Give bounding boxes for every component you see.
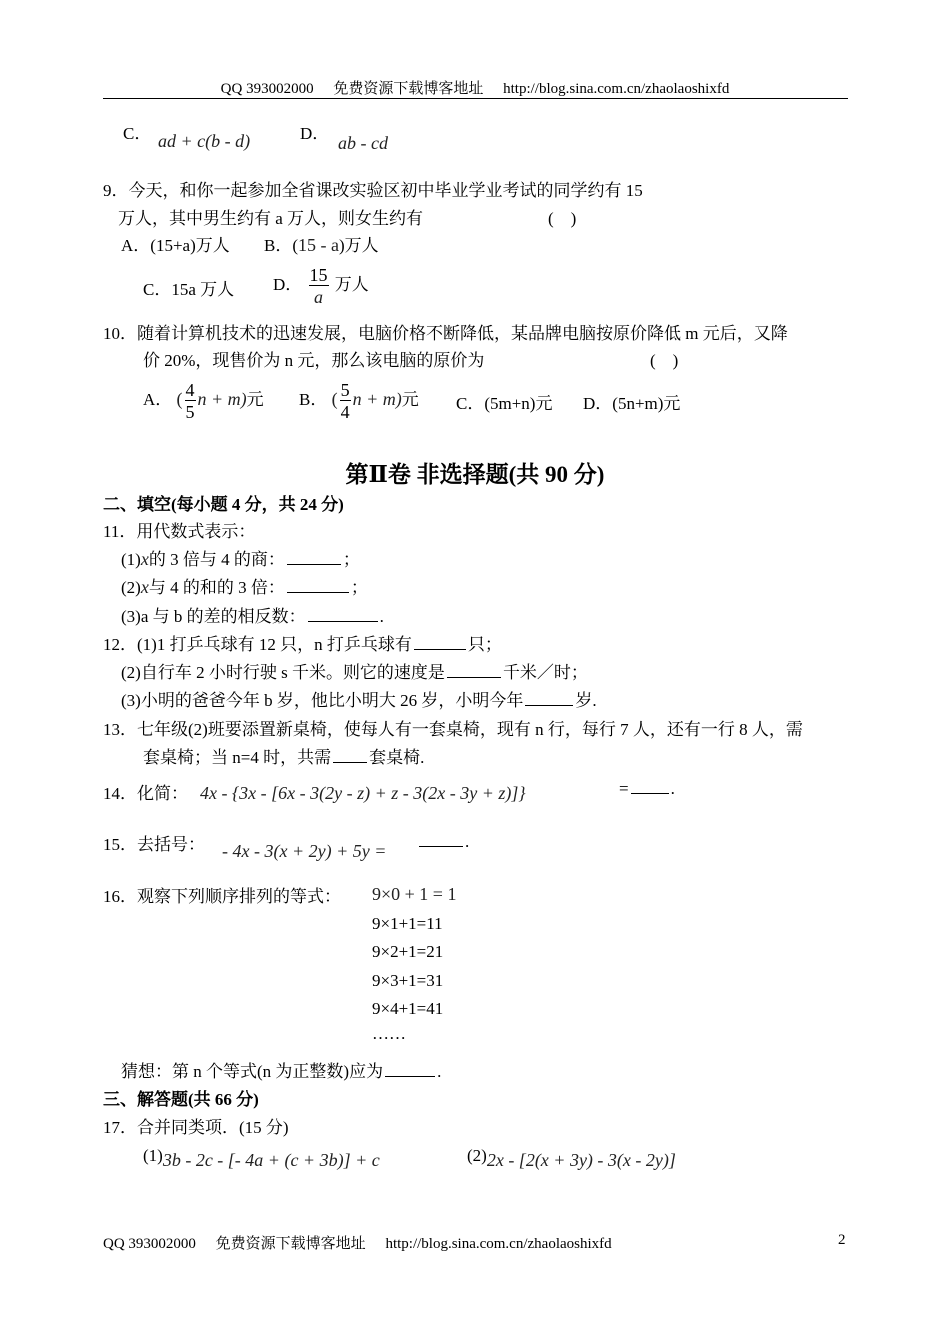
q10-option-a-label: A．	[143, 390, 173, 409]
q12-part1-blank[interactable]	[414, 635, 466, 650]
q13-stem-line1: 13．七年级(2)班要添置新桌椅，使每人有一套桌椅，现有 n 行，每行 7 人，还有一行 8 人，需	[103, 720, 803, 739]
q12-part3	[121, 686, 597, 711]
q8-option-d-expr: ab - cd	[338, 133, 388, 153]
q10-option-b	[299, 372, 419, 426]
q11-part2-var: x	[140, 577, 149, 597]
q17-part2	[467, 1146, 676, 1171]
q10-option-a-fraction	[185, 381, 196, 421]
q9-option-b-label: B．(	[264, 236, 298, 255]
q10-option-d: D．(5n+m)元	[583, 394, 681, 413]
q10-option-b-open-paren: (	[331, 389, 338, 409]
q16-eq-2: 9×2+1=21	[372, 942, 444, 961]
q9-option-d-fraction	[309, 266, 329, 306]
q16-blank[interactable]	[385, 1062, 435, 1077]
section2-heading: 二、填空(每小题 4 分，共 24 分)	[103, 495, 344, 514]
q10-option-a-open-paren: (	[176, 389, 183, 409]
q10-option-a	[143, 372, 264, 426]
q12-part1	[103, 630, 502, 655]
q10-option-a-numerator: 4	[185, 380, 195, 401]
q12-part2-text: (2)自行车 2 小时行驶 s 千米。则它的速度是	[121, 663, 445, 682]
q10-stem-line2: 价 20%，现售价为 n 元，那么该电脑的原价为	[143, 351, 485, 370]
q14-blank[interactable]	[631, 785, 669, 794]
q15-end: .	[465, 832, 470, 851]
q16-eq-0: 9×0 + 1 = 1	[372, 884, 457, 904]
q16-guess	[121, 1057, 441, 1082]
q11-part2-blank[interactable]	[287, 578, 349, 593]
footer-url[interactable]: http://blog.sina.com.cn/zhaolaoshixfd	[385, 1236, 612, 1252]
q11-part1-blank[interactable]	[287, 550, 341, 565]
q13-blank[interactable]	[333, 748, 367, 763]
q16-end: .	[437, 1062, 442, 1081]
q9-option-a: A．(15+a)万人	[121, 236, 230, 255]
section3-heading: 三、解答题(共 66 分)	[103, 1090, 259, 1109]
q15-answer	[417, 832, 469, 852]
q10-option-c: C．(5m+n)元	[456, 394, 553, 413]
q11-part2-end: ；	[350, 578, 368, 597]
part2-title: 第Ⅱ卷 非选择题(共 90 分)	[345, 462, 605, 487]
q16-eq-3: 9×3+1=31	[372, 971, 444, 990]
q16-eq-4: 9×4+1=41	[372, 999, 444, 1018]
q11-part3-text: (3)a 与 b 的差的相反数：	[121, 607, 306, 626]
q11-part3-blank[interactable]	[308, 607, 378, 622]
q16-stem: 16．观察下列顺序排列的等式：	[103, 887, 341, 906]
q17-part2-num: (2)	[467, 1146, 487, 1165]
q17-stem: 17．合并同类项．(15 分)	[103, 1118, 289, 1137]
q14-equals: =	[619, 779, 629, 798]
page-number: 2	[838, 1232, 846, 1248]
q15-expression: - 4x - 3(x + 2y) + 5y =	[222, 841, 387, 861]
q12-part3-text: (3)小明的爸爸今年 b 岁，他比小明大 26 岁，小明今年	[121, 691, 524, 710]
q9-option-d-denominator: a	[314, 287, 324, 308]
q9-option-d	[273, 258, 369, 312]
q15-blank[interactable]	[419, 834, 463, 847]
q17-part2-expr: 2x - [2(x + 3y) - 3(x - 2y)]	[486, 1150, 676, 1170]
q14-end: .	[670, 779, 675, 798]
q8-option-d-label: D．	[300, 124, 330, 143]
q9-option-b	[264, 231, 379, 256]
q9-stem-line1: 9．今天，和你一起参加全省课改实验区初中毕业学业考试的同学约有 15	[103, 181, 643, 200]
q10-option-b-expr: n + m)	[352, 389, 402, 409]
q9-option-b-expr: 15 - a	[298, 235, 339, 255]
q9-option-b-tail: )万人	[338, 236, 379, 255]
q17-part1	[143, 1146, 380, 1171]
q9-option-d-numerator: 15	[309, 265, 328, 286]
q12-part1-text: 12．(1)1 打乒乓球有 12 只，n 打乒乓球有	[103, 635, 412, 654]
header-resource: 免费资源下载博客地址	[333, 81, 484, 97]
header-url[interactable]: http://blog.sina.com.cn/zhaolaoshixfd	[503, 81, 730, 97]
q9-option-d-tail: 万人	[334, 275, 369, 294]
q8-option-c-label: C．	[123, 124, 152, 143]
q10-option-b-fraction	[340, 381, 351, 421]
header-qq: QQ 393002000	[220, 81, 314, 97]
q14-stem: 14．化简：	[103, 784, 188, 803]
q16-guess-text: 猜想：第 n 个等式(n 为正整数)应为	[121, 1062, 384, 1081]
q9-option-d-label: D．	[273, 275, 303, 294]
q9-option-c: C．15a 万人	[143, 280, 235, 299]
q12-part3-end: 岁.	[575, 691, 597, 710]
q11-part3	[121, 602, 384, 627]
q10-option-a-denominator: 5	[185, 402, 195, 423]
q14-answer	[619, 779, 675, 799]
footer-resource: 免费资源下载博客地址	[215, 1236, 366, 1252]
q10-option-b-label: B．	[299, 390, 328, 409]
q12-part2-blank[interactable]	[447, 663, 501, 678]
q10-stem-line1: 10．随着计算机技术的迅速发展，电脑价格不断降低，某品牌电脑按原价降低 m 元后，又降	[103, 324, 788, 343]
q10-option-b-denominator: 4	[340, 402, 350, 423]
q16-ellipsis: ……	[372, 1024, 406, 1043]
q12-part2	[121, 658, 588, 683]
q14-expression: 4x - {3x - [6x - 3(2y - z) + z - 3(2x - 3y + z)]}	[200, 783, 526, 803]
q10-option-b-numerator: 5	[340, 380, 350, 401]
q13-line2-text: 套桌椅；当 n=4 时，共需	[143, 748, 332, 767]
q11-part1-num: (1)	[121, 550, 141, 569]
q13-line2-end: 套桌椅.	[369, 748, 425, 767]
q12-part1-end: 只；	[467, 635, 502, 654]
q11-part1-var: x	[140, 549, 149, 569]
q9-stem-line2: 万人，其中男生约有 a 万人，则女生约有	[118, 209, 424, 228]
q11-part2	[121, 573, 368, 598]
q11-part3-end: .	[379, 607, 384, 626]
q10-answer-paren: ( )	[650, 351, 679, 370]
q11-part2-num: (2)	[121, 578, 141, 597]
q11-part1-end: ；	[342, 550, 360, 569]
page-header	[0, 77, 950, 98]
q10-option-a-yuan: 元	[246, 390, 264, 409]
q11-part1-text: 的 3 倍与 4 的商：	[148, 550, 285, 569]
q10-option-a-expr: n + m)	[197, 389, 247, 409]
q15-stem: 15．去括号：	[103, 835, 205, 854]
q11-stem: 11．用代数式表示：	[103, 522, 256, 541]
q11-part1	[121, 545, 360, 570]
q8-option-c-expr: ad + c(b - d)	[158, 131, 251, 151]
q10-option-b-yuan: 元	[401, 390, 419, 409]
q17-part1-expr: 3b - 2c - [- 4a + (c + 3b)] + c	[162, 1150, 380, 1170]
page-footer	[103, 1232, 628, 1253]
footer-qq: QQ 393002000	[103, 1236, 196, 1252]
q12-part2-end: 千米／时；	[502, 663, 588, 682]
q11-part2-text: 与 4 的和的 3 倍：	[148, 578, 285, 597]
q16-eq-1: 9×1+1=11	[372, 914, 443, 933]
q12-part3-blank[interactable]	[525, 691, 573, 706]
q17-part1-num: (1)	[143, 1146, 163, 1165]
q13-stem-line2	[143, 743, 424, 768]
q9-answer-paren: ( )	[548, 209, 577, 228]
header-rule	[103, 98, 848, 99]
